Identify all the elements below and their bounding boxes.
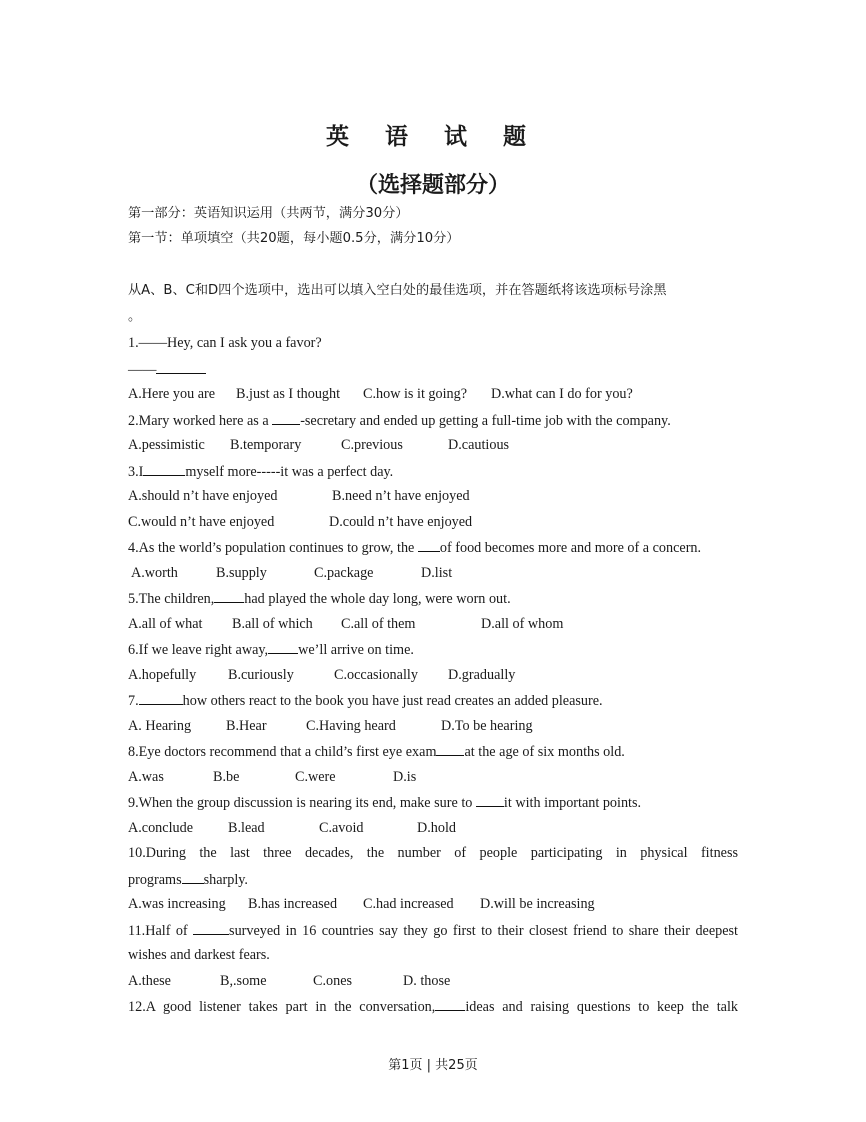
- question-10-stem: 10.During the last three decades, the number of people participating in physical fitness: [128, 845, 738, 861]
- question-7-options: [128, 717, 533, 735]
- part-heading: 第一部分：英语知识运用（共两节，满分30分）: [128, 206, 409, 221]
- question-2-stem: [128, 411, 671, 430]
- question-10-stem-cont: [128, 870, 248, 889]
- instructions: 从A、B、C和D四个选项中，选出可以填入空白处的最佳选项，并在答题纸将该选项标号涂黑: [128, 283, 667, 298]
- option-b[interactable]: B.all of which: [232, 616, 313, 632]
- option-a[interactable]: A.these: [128, 973, 171, 989]
- option-a[interactable]: A.worth: [131, 565, 178, 581]
- stem-text: 5.The children,: [128, 591, 215, 607]
- question-3-options-row2: [128, 513, 472, 531]
- question-8-options: [128, 768, 416, 786]
- option-b[interactable]: B.curiously: [228, 667, 294, 683]
- stem-text: 9.When the group discussion is nearing its end, make sure to: [128, 795, 476, 811]
- option-a[interactable]: A. Hearing: [128, 718, 192, 734]
- option-d[interactable]: D. those: [403, 973, 451, 989]
- answer-blank: [436, 742, 464, 756]
- stem-text: 4.As the world’s population continues to grow, the: [128, 540, 418, 556]
- option-d[interactable]: D.hold: [417, 820, 457, 836]
- stem-text: of food becomes more and more of a concern.: [439, 540, 702, 556]
- option-d[interactable]: D.all of whom: [481, 616, 564, 632]
- option-c[interactable]: C.were: [295, 769, 336, 785]
- answer-blank: [143, 462, 185, 476]
- option-a[interactable]: A.should n’t have enjoyed: [128, 488, 278, 504]
- question-1-options: [128, 385, 633, 403]
- option-c[interactable]: C.how is it going?: [363, 386, 468, 402]
- option-c[interactable]: C.had increased: [363, 896, 454, 912]
- question-3-stem: [128, 462, 393, 481]
- answer-blank: [156, 360, 206, 374]
- option-b[interactable]: B.temporary: [230, 437, 302, 453]
- option-c[interactable]: C.avoid: [319, 820, 364, 836]
- answer-blank: [418, 538, 440, 552]
- stem-text: myself more-----it was a perfect day.: [185, 464, 394, 480]
- question-11-stem-cont: wishes and darkest fears.: [128, 947, 270, 963]
- option-b[interactable]: B,.some: [220, 973, 267, 989]
- reply-dash: ——: [128, 362, 157, 378]
- answer-blank: [139, 691, 183, 705]
- question-4-stem: [128, 538, 701, 557]
- question-8-stem: [128, 742, 625, 761]
- stem-text: sharply.: [203, 872, 248, 888]
- section-heading: 第一节：单项填空（共20题，每小题0.5分，满分10分）: [128, 231, 460, 246]
- option-a[interactable]: A.conclude: [128, 820, 194, 836]
- question-4-options: [131, 564, 452, 582]
- answer-blank: [182, 870, 204, 884]
- question-6-options: [128, 666, 515, 684]
- option-c[interactable]: C.ones: [313, 973, 353, 989]
- question-11-options: [128, 972, 450, 990]
- option-d[interactable]: D.could n’t have enjoyed: [329, 514, 473, 530]
- question-7-stem: [128, 691, 603, 710]
- question-11-stem: [128, 921, 738, 940]
- page-subtitle: （选择题部分）: [355, 173, 510, 198]
- option-c[interactable]: C.Having heard: [306, 718, 396, 734]
- stem-text: 7.: [128, 693, 139, 709]
- stem-text: 3.I: [128, 464, 144, 480]
- option-c[interactable]: C.would n’t have enjoyed: [128, 514, 275, 530]
- option-b[interactable]: B.lead: [228, 820, 265, 836]
- option-b[interactable]: B.just as I thought: [236, 386, 341, 402]
- stem-text: it with important points.: [503, 795, 642, 811]
- option-d[interactable]: D.will be increasing: [480, 896, 595, 912]
- question-1-reply: [128, 360, 206, 379]
- option-a[interactable]: A.Here you are: [128, 386, 216, 402]
- stem-text: we’ll arrive on time.: [298, 642, 414, 658]
- option-d[interactable]: D.To be hearing: [441, 718, 533, 734]
- option-c[interactable]: C.occasionally: [334, 667, 418, 683]
- option-d[interactable]: D.list: [421, 565, 453, 581]
- option-b[interactable]: B.supply: [216, 565, 267, 581]
- stem-text: programs: [128, 872, 182, 888]
- answer-blank: [193, 921, 229, 935]
- option-c[interactable]: C.previous: [341, 437, 403, 453]
- option-d[interactable]: D.cautious: [448, 437, 510, 453]
- stem-text: 2.Mary worked here as a: [128, 413, 273, 429]
- question-9-stem: [128, 793, 641, 812]
- stem-text: how others react to the book you have just read creates an added pleasure.: [182, 693, 603, 709]
- stem-text: had played the whole day long, were worn out.: [244, 591, 511, 607]
- option-a[interactable]: A.was: [128, 769, 164, 785]
- question-1-stem: 1.——Hey, can I ask you a favor?: [128, 335, 322, 351]
- question-3-options-row1: [128, 487, 470, 505]
- instructions-tail: 。: [128, 309, 142, 324]
- question-5-stem: [128, 589, 511, 608]
- option-c[interactable]: C.all of them: [341, 616, 416, 632]
- stem-text: ideas and raising questions to keep the talk: [465, 999, 738, 1015]
- question-2-options: [128, 436, 509, 454]
- answer-blank: [268, 640, 298, 654]
- option-d[interactable]: D.what can I do for you?: [491, 386, 633, 402]
- stem-text: 11.Half of: [128, 923, 194, 939]
- option-b[interactable]: B.need n’t have enjoyed: [332, 488, 470, 504]
- option-d[interactable]: D.gradually: [448, 667, 516, 683]
- option-b[interactable]: B.has increased: [248, 896, 338, 912]
- option-a[interactable]: A.pessimistic: [128, 437, 205, 453]
- page-title: 英 语 试 题: [325, 124, 541, 150]
- stem-text: 8.Eye doctors recommend that a child’s first eye exam: [128, 744, 437, 760]
- answer-blank: [214, 589, 244, 603]
- question-5-options: [128, 615, 563, 633]
- stem-text: -secretary and ended up getting a full-time job with the company.: [300, 413, 671, 429]
- question-10-options: [128, 895, 595, 913]
- stem-text: 12.A good listener takes part in the conversation,: [128, 999, 436, 1015]
- option-d[interactable]: D.is: [393, 769, 417, 785]
- option-c[interactable]: C.package: [314, 565, 374, 581]
- stem-text: 6.If we leave right away,: [128, 642, 269, 658]
- option-b[interactable]: B.be: [213, 769, 240, 785]
- option-a[interactable]: A.hopefully: [128, 667, 197, 683]
- question-9-options: [128, 819, 456, 837]
- answer-blank: [272, 411, 300, 425]
- answer-blank: [435, 997, 465, 1011]
- option-a[interactable]: A.was increasing: [128, 896, 226, 912]
- option-b[interactable]: B.Hear: [226, 718, 267, 734]
- option-a[interactable]: A.all of what: [128, 616, 203, 632]
- question-6-stem: [128, 640, 414, 659]
- answer-blank: [476, 793, 504, 807]
- page-footer: 第1页 | 共25页: [388, 1058, 478, 1073]
- question-12-stem: [128, 997, 738, 1016]
- stem-text: at the age of six months old.: [464, 744, 625, 760]
- stem-text: surveyed in 16 countries say they go first to their closest friend to share their deepest: [229, 923, 738, 939]
